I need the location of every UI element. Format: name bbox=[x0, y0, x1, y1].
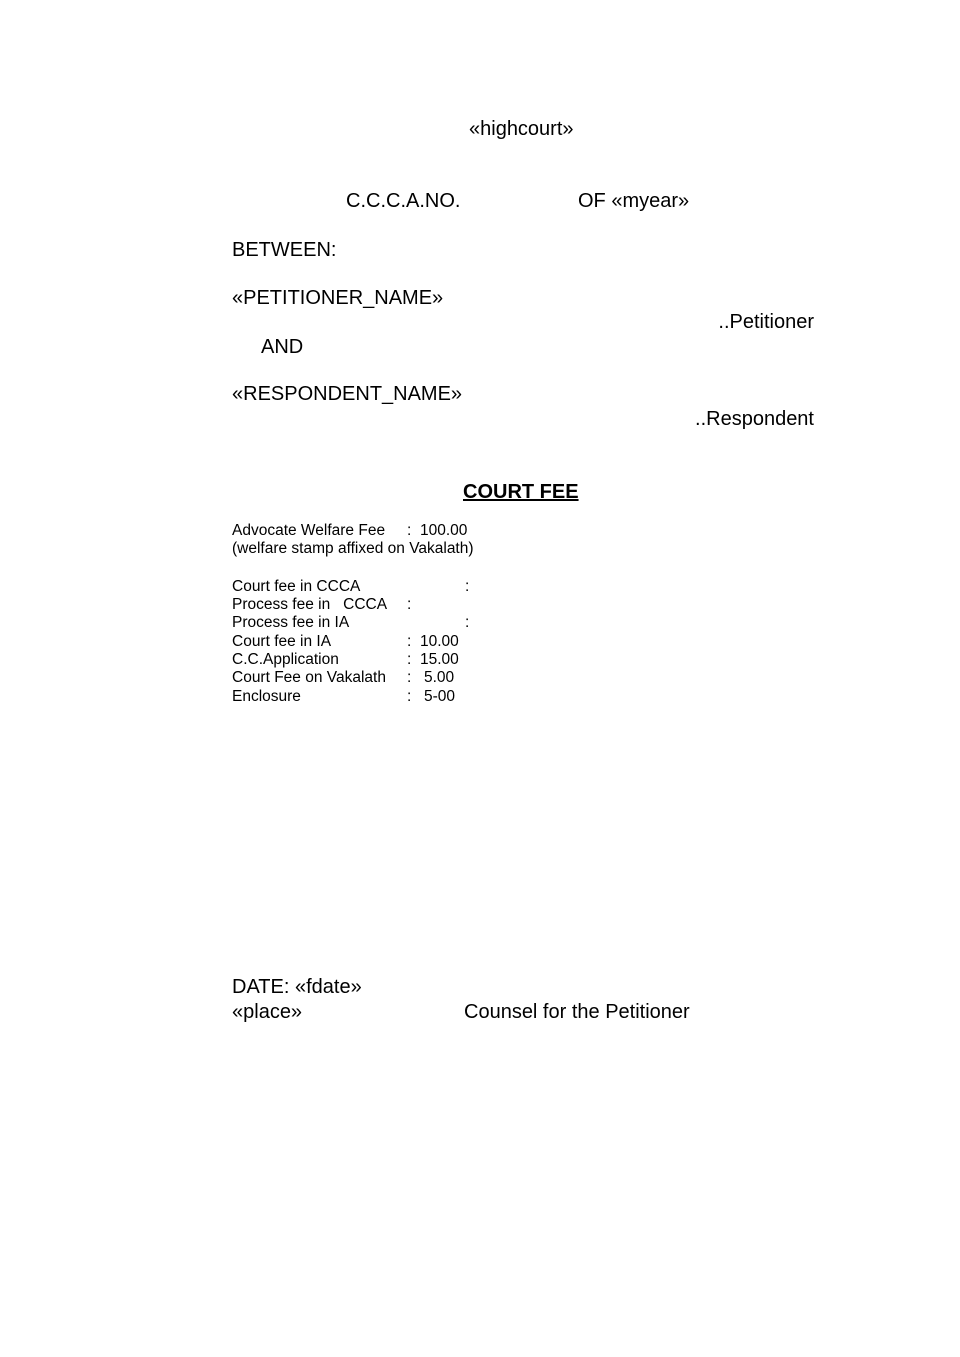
fee-item-label: Process fee in IA bbox=[232, 614, 350, 631]
date-line: DATE: «fdate» bbox=[232, 976, 362, 998]
fee-item-value: 15.00 bbox=[420, 651, 459, 668]
welfare-fee-colon: : bbox=[407, 522, 412, 539]
counsel-signature: Counsel for the Petitioner bbox=[464, 1001, 690, 1023]
fee-item-colon: : bbox=[407, 633, 412, 650]
case-number-label: C.C.C.A.NO. bbox=[346, 190, 461, 212]
fee-item-colon: : bbox=[407, 688, 412, 705]
fee-item-colon: : bbox=[465, 614, 470, 631]
respondent-name: «RESPONDENT_NAME» bbox=[232, 383, 463, 405]
welfare-fee-value: 100.00 bbox=[420, 522, 468, 539]
fee-item-value: 5-00 bbox=[424, 688, 456, 705]
fee-item-colon: : bbox=[465, 578, 470, 595]
fee-item-label: Process fee in CCCA bbox=[232, 596, 388, 613]
between-label: BETWEEN: bbox=[232, 239, 337, 261]
fee-item-value: 10.00 bbox=[420, 633, 459, 650]
place-line: «place» bbox=[232, 1001, 303, 1023]
fee-item-label: Court fee in IA bbox=[232, 633, 332, 650]
fee-item-label: C.C.Application bbox=[232, 651, 339, 668]
fee-item-label: Court Fee on Vakalath bbox=[232, 669, 386, 686]
fee-item-colon: : bbox=[407, 669, 412, 686]
court-fee-heading: COURT FEE bbox=[463, 481, 579, 503]
court-name: «highcourt» bbox=[469, 118, 574, 140]
fee-item-colon: : bbox=[407, 596, 412, 613]
fee-item-label: Enclosure bbox=[232, 688, 301, 705]
and-label: AND bbox=[261, 336, 304, 358]
petitioner-role: ..Petitioner bbox=[718, 311, 814, 333]
welfare-fee-label: Advocate Welfare Fee bbox=[232, 522, 386, 539]
respondent-role: ..Respondent bbox=[695, 408, 814, 430]
fee-item-colon: : bbox=[407, 651, 412, 668]
fee-item-value: 5.00 bbox=[424, 669, 455, 686]
petitioner-name: «PETITIONER_NAME» bbox=[232, 287, 444, 309]
fee-item-label: Court fee in CCCA bbox=[232, 578, 361, 595]
welfare-fee-note: (welfare stamp affixed on Vakalath) bbox=[232, 540, 474, 557]
case-year: OF «myear» bbox=[578, 190, 690, 212]
